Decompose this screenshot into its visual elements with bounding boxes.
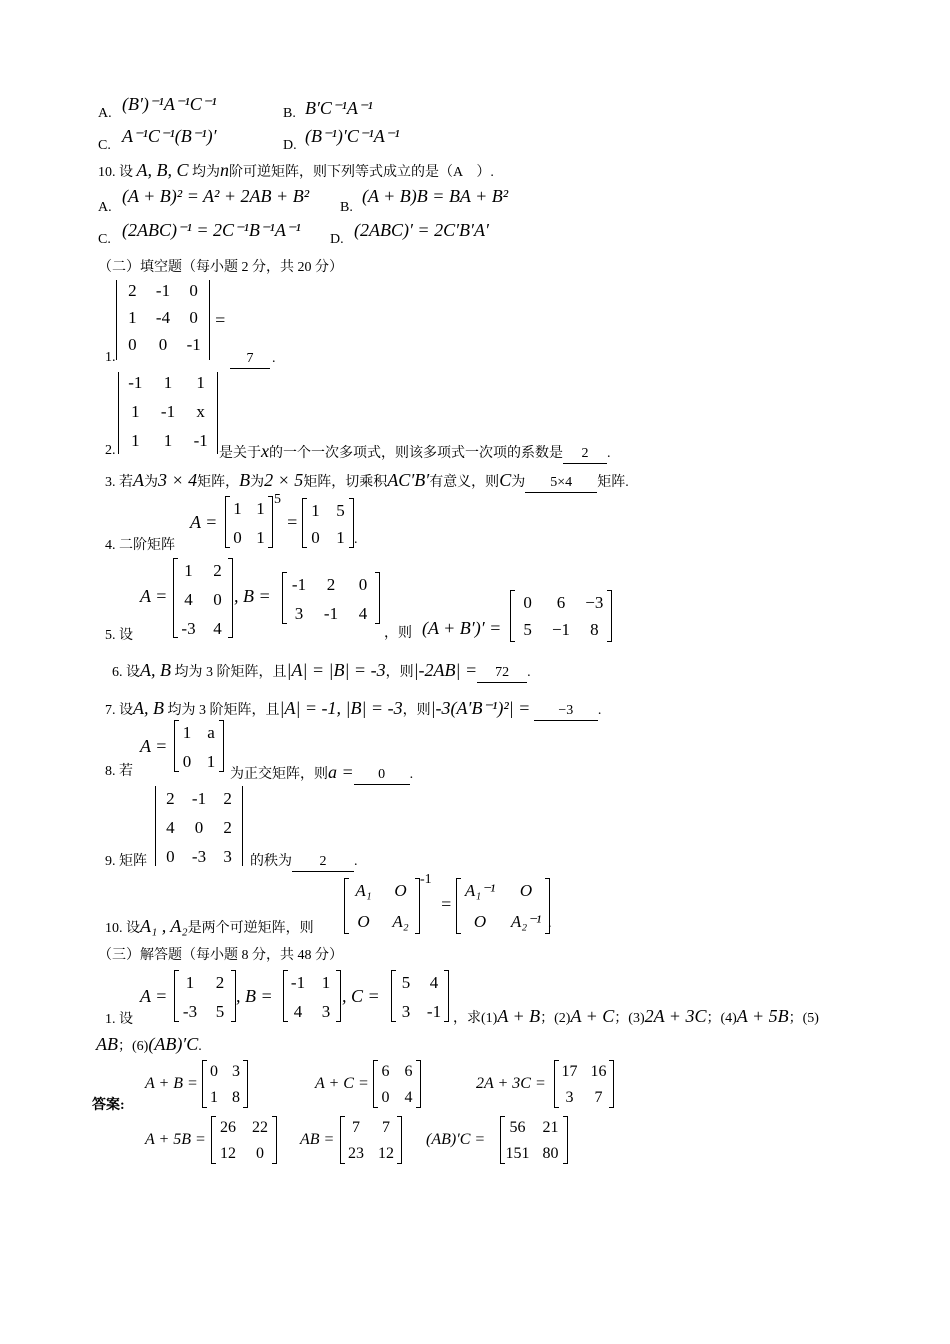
s1-a-cell-1-1: 5 — [215, 1002, 225, 1021]
answer-r4-matrix — [211, 1116, 277, 1164]
q10-option-c-expr: (2ABC)⁻¹ = 2C⁻¹B⁻¹A⁻¹ — [122, 220, 301, 240]
f9-cell-1-1: 0 — [194, 818, 204, 837]
s1-matrix-a — [174, 970, 236, 1022]
f10-result-cell-1-1: A₂⁻¹ — [510, 912, 542, 931]
answer-r4-cell-0-1: 22 — [252, 1119, 268, 1136]
q9-option-d-expr: (B⁻¹)′C⁻¹A⁻¹ — [305, 126, 400, 146]
answer-r4-cell-1-0: 12 — [220, 1145, 236, 1162]
f8-matrix — [174, 720, 224, 772]
s1-b-cell-0-1: 1 — [321, 973, 331, 992]
answer-r6-lhs: (AB)′C = — [426, 1131, 486, 1148]
f4-matrix — [225, 496, 273, 548]
f2-cell-1-1: -1 — [160, 402, 176, 421]
s1-ask-line: ，求(1)A + B；(2)A + C；(3)2A + 3C；(4)A + 5B；(5) — [453, 1006, 819, 1026]
f3-stem: 3. 若A为3 × 4矩阵，B为2 × 5矩阵，切乘积AC′B′有意义，则C为 5×4 矩阵. — [105, 470, 629, 493]
s1-text: 1. 设 — [105, 1012, 133, 1027]
f4-result-cell-0-1: 5 — [336, 501, 345, 520]
f9-cell-0-0: 2 — [166, 789, 175, 808]
answer-r1-lhs: A + B = — [145, 1075, 198, 1092]
f2-cell-2-2: -1 — [193, 431, 208, 450]
s1-c-cell-1-1: -1 — [426, 1002, 442, 1021]
f1-period: . — [272, 351, 276, 366]
answer-r4-lhs: A + 5B = — [145, 1131, 206, 1148]
f5-matrix-a — [173, 558, 233, 638]
q10-stem: 10. 设 A, B, C 均为n阶可逆矩阵，则下列等式成立的是（A ）. — [98, 160, 494, 180]
f8-cell-1-1: 1 — [206, 752, 216, 771]
f5-result-cell-0-0: 0 — [523, 593, 532, 612]
f5-a-cell-2-0: -3 — [181, 619, 196, 638]
f10-result-cell-0-1: O — [519, 881, 533, 900]
f4-cell-0-0: 1 — [233, 499, 242, 518]
answer-r6-cell-0-1: 21 — [542, 1119, 559, 1136]
q10-option-a-expr: (A + B)² = A² + 2AB + B² — [122, 186, 310, 206]
f1-cell-0-1: -1 — [155, 281, 171, 300]
f1-cell-2-0: 0 — [128, 335, 137, 354]
f9-matrix — [155, 786, 243, 866]
answer-r5-lhs: AB = — [300, 1131, 335, 1148]
f1-equals: = — [214, 310, 227, 330]
s1-lhs-c: , C = — [342, 986, 380, 1006]
f4-result-cell-1-0: 0 — [311, 528, 320, 547]
f4-result-cell-1-1: 1 — [336, 528, 345, 547]
f5-lhs-b: , B = — [234, 586, 271, 606]
f7-stem: 7. 设A, B 均为 3 阶矩阵，且|A| = -1, |B| = -3，则|-3(A′B⁻¹)²| = −3 . — [105, 698, 601, 721]
f1-cell-2-2: -1 — [186, 335, 201, 354]
f5-result-cell-1-0: 5 — [523, 620, 532, 639]
f6-stem: 6. 设A, B 均为 3 阶矩阵，且|A| = |B| = -3，则|-2AB| = 72 . — [112, 660, 531, 683]
q9-option-a-expr: (B′)⁻¹A⁻¹C⁻¹ — [122, 94, 217, 114]
f9-cell-0-2: 2 — [223, 789, 232, 808]
q9-option-b-label: B. — [283, 106, 296, 121]
answer-r2-cell-0-0: 6 — [381, 1063, 390, 1080]
f8-answer-blank: 0 — [354, 767, 410, 785]
f3-answer-blank: 5×4 — [525, 475, 597, 493]
f5-result-cell-0-2: −3 — [585, 593, 604, 612]
f10-result-cell-0-0: A₁⁻¹ — [464, 881, 496, 900]
f4-period: . — [354, 532, 358, 547]
f1-determinant — [116, 280, 210, 360]
f4-result-cell-0-0: 1 — [311, 501, 320, 520]
f4-cell-1-1: 1 — [256, 528, 265, 547]
f2-cell-0-1: 1 — [163, 373, 173, 392]
f2-number: 2. — [105, 443, 116, 458]
f10-matrix — [344, 878, 420, 934]
answer-r2-lhs: A + C = — [315, 1075, 369, 1092]
f8-lhs: A = — [140, 736, 168, 756]
f1-cell-0-2: 0 — [189, 281, 198, 300]
f1-cell-2-1: 0 — [158, 335, 168, 354]
answer-r5-cell-0-0: 7 — [352, 1119, 360, 1136]
answer-r6-cell-1-1: 80 — [542, 1145, 559, 1162]
f10-cell-0-1: O — [394, 881, 407, 900]
f10-cell-0-0: A₁ — [355, 881, 372, 900]
f5-b-cell-0-1: 2 — [326, 575, 336, 594]
f4-result-matrix — [302, 498, 354, 548]
section3-title: （三）解答题（每小题 8 分，共 48 分） — [98, 948, 343, 963]
f8-text1: 8. 若 — [105, 764, 133, 779]
f1-answer-blank: 7 — [230, 351, 270, 369]
q9-option-a-label: A. — [98, 106, 112, 121]
s1-matrix-b — [283, 970, 341, 1022]
f2-determinant — [118, 372, 218, 454]
q10-option-d-expr: (2ABC)′ = 2C′B′A′ — [354, 220, 489, 240]
q9-option-d-label: D. — [283, 138, 297, 153]
q10-option-b-label: B. — [340, 200, 353, 215]
f10-result-cell-1-0: O — [473, 912, 487, 931]
answer-r6-cell-0-0: 56 — [509, 1119, 526, 1136]
answer-r2-matrix — [373, 1060, 421, 1108]
answer-r3-cell-1-0: 3 — [565, 1089, 574, 1106]
f10-cell-1-0: O — [357, 912, 370, 931]
answer-r3-matrix — [554, 1060, 614, 1108]
s1-a-cell-0-1: 2 — [215, 973, 225, 992]
f5-a-cell-1-1: 0 — [213, 590, 222, 609]
s1-lhs-b: , B = — [236, 986, 273, 1006]
f1-number: 1. — [105, 350, 116, 365]
f5-then: ，则 — [384, 626, 412, 641]
f8-stem: 为正交矩阵，则a = 0 . — [230, 762, 413, 785]
answer-r6-matrix — [500, 1116, 568, 1164]
f5-a-cell-2-1: 4 — [213, 619, 222, 638]
q10-option-d-label: D. — [330, 232, 344, 247]
f5-matrix-b — [282, 572, 380, 624]
q9-option-c-label: C. — [98, 138, 111, 153]
f9-text1: 9. 矩阵 — [105, 854, 147, 869]
answer-r6-cell-1-0: 151 — [505, 1145, 530, 1162]
answer-r1-cell-1-1: 8 — [232, 1089, 240, 1106]
q9-option-b-expr: B′C⁻¹A⁻¹ — [305, 98, 373, 118]
f9-stem: 的秩为 2 . — [250, 854, 358, 872]
f1-cell-0-0: 2 — [128, 281, 137, 300]
q9-option-c-expr: A⁻¹C⁻¹(B⁻¹)′ — [122, 126, 217, 146]
s1-c-cell-0-1: 4 — [429, 973, 439, 992]
f5-expr: (A + B′)′ = — [422, 618, 502, 638]
f8-cell-0-0: 1 — [182, 723, 192, 742]
f5-lhs-a: A = — [140, 586, 168, 606]
answer-r1-cell-0-1: 3 — [232, 1063, 240, 1080]
f2-cell-2-1: 1 — [163, 431, 173, 450]
answer-r5-cell-0-1: 7 — [382, 1119, 390, 1136]
f5-a-cell-0-0: 1 — [184, 561, 193, 580]
f10-result-matrix — [456, 878, 550, 934]
f4-cell-0-1: 1 — [256, 499, 265, 518]
f5-b-cell-1-0: 3 — [294, 604, 304, 623]
answer-label: 答案: — [92, 1098, 125, 1113]
s1-a-cell-1-0: -3 — [182, 1002, 198, 1021]
f10-equals: = — [440, 894, 453, 914]
answer-r3-cell-0-1: 16 — [590, 1063, 607, 1080]
f9-cell-1-0: 4 — [166, 818, 175, 837]
f6-answer-blank: 72 — [477, 665, 527, 683]
f1-cell-1-2: 0 — [189, 308, 198, 327]
answer-r2-cell-1-0: 0 — [381, 1089, 390, 1106]
f9-cell-2-1: -3 — [191, 847, 207, 866]
answer-r3-lhs: 2A + 3C = — [476, 1075, 546, 1092]
f5-a-cell-0-1: 2 — [213, 561, 222, 580]
f2-cell-0-0: -1 — [128, 373, 143, 392]
f4-lhs: A = — [190, 512, 218, 532]
f10-period: . — [548, 916, 552, 931]
q10-option-a-label: A. — [98, 200, 112, 215]
f5-result-cell-1-1: −1 — [551, 620, 571, 639]
answer-r1-matrix — [202, 1060, 248, 1108]
s1-ask-line-2: AB；(6)(AB)′C. — [96, 1034, 202, 1054]
f5-b-cell-1-1: -1 — [323, 604, 339, 623]
s1-matrix-c — [391, 970, 449, 1022]
f5-a-cell-1-0: 4 — [184, 590, 193, 609]
answer-r3-cell-0-0: 17 — [561, 1063, 578, 1080]
f4-equals: = — [286, 512, 299, 532]
f10-cell-1-1: A₂ — [392, 912, 409, 931]
f9-cell-1-2: 2 — [223, 818, 232, 837]
f4-power: 5 — [274, 492, 281, 507]
f9-answer-blank: 2 — [292, 854, 354, 872]
s1-c-cell-1-0: 3 — [401, 1002, 411, 1021]
f5-b-cell-0-2: 0 — [358, 575, 368, 594]
answer-r2-cell-0-1: 6 — [404, 1063, 413, 1080]
f5-stem: 5. 设 — [105, 628, 133, 643]
answer-r1-cell-1-0: 1 — [210, 1089, 218, 1106]
f9-cell-0-1: -1 — [191, 789, 207, 808]
f10-stem: 10. 设A₁ , A₂是两个可逆矩阵，则 — [105, 916, 314, 936]
f1-cell-1-1: -4 — [155, 308, 171, 327]
s1-c-cell-0-0: 5 — [401, 973, 411, 992]
s1-lhs-a: A = — [140, 986, 168, 1006]
f10-power: -1 — [420, 872, 432, 887]
s1-b-cell-0-0: -1 — [290, 973, 306, 992]
s1-a-cell-0-0: 1 — [185, 973, 195, 992]
f9-cell-2-2: 3 — [223, 847, 232, 866]
answer-r5-cell-1-0: 23 — [348, 1145, 364, 1162]
answer-r5-cell-1-1: 12 — [378, 1145, 394, 1162]
f1-cell-1-0: 1 — [128, 308, 137, 327]
f5-result-matrix — [510, 590, 612, 642]
f5-b-cell-0-0: -1 — [291, 575, 307, 594]
f7-answer-blank: −3 — [534, 703, 598, 721]
answer-r4-cell-0-0: 26 — [220, 1119, 236, 1136]
s1-b-cell-1-0: 4 — [293, 1002, 303, 1021]
answer-r1-cell-0-0: 0 — [210, 1063, 218, 1080]
f8-cell-1-0: 0 — [182, 752, 192, 771]
f2-cell-2-0: 1 — [131, 431, 140, 450]
f2-answer-blank: 2 — [563, 446, 607, 464]
f2-cell-1-2: x — [196, 402, 205, 421]
answer-r2-cell-1-1: 4 — [404, 1089, 413, 1106]
q10-option-b-expr: (A + B)B = BA + B² — [362, 186, 509, 206]
answer-r4-cell-1-1: 0 — [256, 1145, 264, 1162]
f2-stem: 是关于x的一个一次多项式，则该多项式一次项的系数是 2 . — [219, 441, 611, 464]
f4-cell-1-0: 0 — [233, 528, 242, 547]
f9-cell-2-0: 0 — [166, 847, 175, 866]
f5-b-cell-1-2: 4 — [358, 604, 368, 623]
q10-option-c-label: C. — [98, 232, 111, 247]
f5-result-cell-1-2: 8 — [590, 620, 599, 639]
f5-result-cell-0-1: 6 — [556, 593, 566, 612]
answer-r5-matrix — [340, 1116, 402, 1164]
section2-title: （二）填空题（每小题 2 分，共 20 分） — [98, 260, 343, 275]
f4-stem: 4. 二阶矩阵 — [105, 538, 175, 553]
f8-cell-0-1: a — [207, 723, 215, 742]
f2-cell-1-0: 1 — [131, 402, 140, 421]
f2-cell-0-2: 1 — [196, 373, 205, 392]
answer-r3-cell-1-1: 7 — [594, 1089, 603, 1106]
s1-b-cell-1-1: 3 — [321, 1002, 331, 1021]
